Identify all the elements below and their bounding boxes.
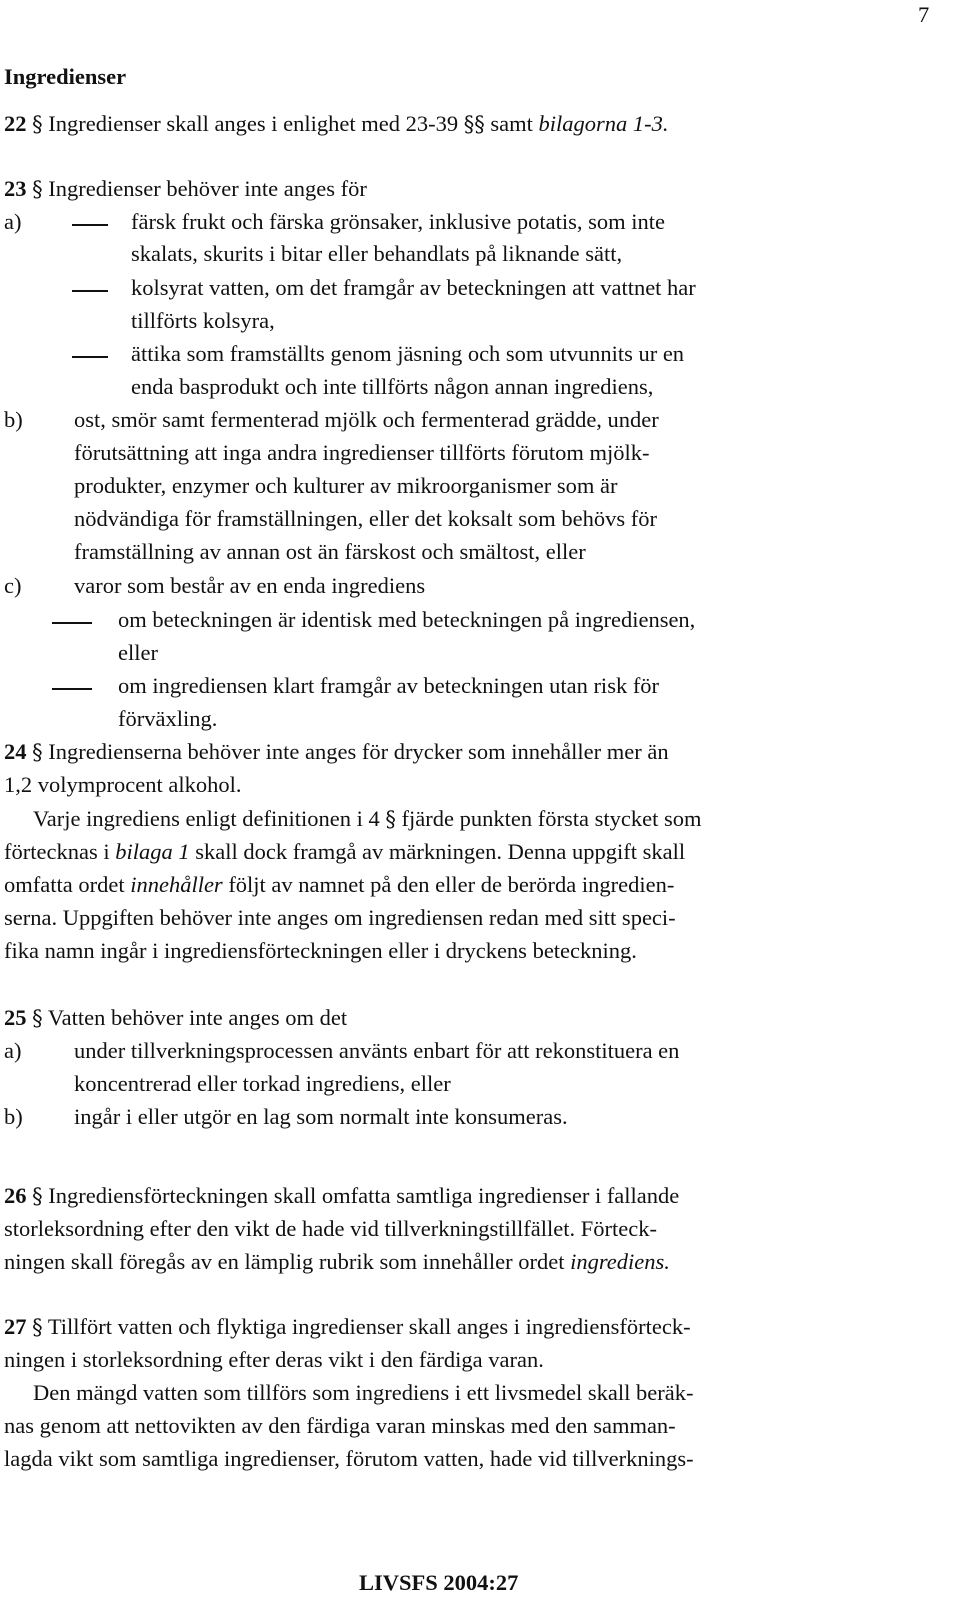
s26-text: Ingrediensförteckningen skall omfatta samtliga ingredienser i fallande — [48, 1183, 680, 1208]
s23-b-line3: produkter, enzymer och kulturer av mikroorganismer som är — [74, 473, 618, 498]
s23-b-line1: ost, smör samt fermenterad mjölk och fermenterad grädde, under — [74, 407, 659, 432]
s25-intro-text: Vatten behöver inte anges om det — [47, 1005, 348, 1030]
s23-b-line4: nödvändiga för framställningen, eller det koksalt som behövs för — [74, 506, 657, 531]
s26-line1 — [4, 1185, 679, 1208]
s22-text2: samt — [490, 111, 533, 136]
s24-p2-line4: serna. Uppgiften behöver inte anges om ingrediensen redan med sitt speci- — [4, 905, 676, 930]
s23-a3-line2: enda basprodukt och inte tillförts någon annan ingrediens, — [131, 374, 654, 399]
s23-label-a: a) — [4, 209, 22, 234]
footer-reference: LIVSFS 2004:27 — [359, 1570, 519, 1595]
s23-a2-line1: kolsyrat vatten, om det framgår av beteckningen att vattnet har — [131, 275, 696, 300]
s23-c2-line2: förväxling. — [118, 706, 218, 731]
s25-a-line2: koncentrerad eller torkad ingrediens, eller — [74, 1071, 451, 1096]
s24-line1 — [4, 741, 669, 764]
s23-b-line5: framställning av annan ost än färskost och smältost, eller — [74, 539, 586, 564]
s25-label-a: a) — [4, 1038, 22, 1063]
s24-p2-italic-ref: bilaga 1 — [115, 839, 190, 864]
s23-a3-line1: ättika som framställts genom jäsning och som utvunnits ur en — [131, 341, 685, 366]
dash-mark — [72, 290, 108, 292]
s22-section-signs: §§ — [463, 112, 485, 136]
s24-p2-text: Varje ingrediens enligt definitionen i 4 — [33, 806, 380, 831]
s23-a1-line2: skalats, skurits i bitar eller behandlats på liknande sätt, — [131, 241, 623, 266]
s27-text: Tillfört vatten och flyktiga ingredienser skall anges i ingrediensförteck- — [47, 1314, 691, 1339]
page-number: 7 — [918, 2, 930, 27]
s24-p2-text: följt av namnet på den eller de berörda ingredien- — [228, 872, 675, 897]
s23-c2-line1: om ingrediensen klart framgår av beteckningen utan risk för — [118, 673, 660, 698]
s26-line3 — [4, 1251, 670, 1274]
s26-section-sign: § — [32, 1184, 43, 1208]
s23-intro-text: Ingredienser behöver inte anges för — [48, 176, 367, 201]
s24-p2-text: omfatta ordet — [4, 872, 125, 897]
s25-number: 25 — [4, 1005, 27, 1030]
s27-number: 27 — [4, 1314, 27, 1339]
s23-number: 23 — [4, 176, 27, 201]
s22-text: Ingredienser skall anges i enlighet med 23-39 — [48, 111, 459, 136]
s23-c1-line1: om beteckningen är identisk med beteckningen på ingrediensen, — [118, 607, 696, 632]
s27-p2-line3: lagda vikt som samtliga ingredienser, förutom vatten, hade vid tillverknings- — [4, 1446, 694, 1471]
s24-p2-section-sign: § — [385, 807, 396, 831]
s24-p2-line3 — [4, 874, 674, 897]
s27-line1 — [4, 1316, 691, 1339]
s22-number: 22 — [4, 111, 27, 136]
s27-line2: ningen i storleksordning efter deras vikt i den färdiga varan. — [4, 1347, 544, 1372]
s26-text: ningen skall föregås av en lämplig rubrik som innehåller ordet — [4, 1249, 565, 1274]
s24-p2-line5: fika namn ingår i ingrediensförteckningen eller i dryckens beteckning. — [4, 938, 637, 963]
s24-section-sign: § — [32, 740, 43, 764]
s27-p2-line2: nas genom att nettovikten av den färdiga varan minskas med den samman- — [4, 1413, 676, 1438]
dash-mark — [72, 356, 108, 358]
s22-reference: bilagorna 1-3. — [538, 111, 669, 136]
s26-number: 26 — [4, 1183, 27, 1208]
s26-line2: storleksordning efter den vikt de hade vid tillverkningstillfället. Förteck- — [4, 1216, 657, 1241]
s23-b-line2: förutsättning att inga andra ingredienser tillförts förutom mjölk- — [74, 440, 650, 465]
s24-p2-text: fjärde punkten första stycket som — [401, 806, 702, 831]
dash-mark — [52, 688, 92, 690]
s27-section-sign: § — [32, 1315, 43, 1339]
s23-c-line1: varor som består av en enda ingrediens — [74, 573, 426, 598]
section-heading: Ingredienser — [4, 64, 127, 89]
s24-p2-italic-word: innehåller — [130, 872, 223, 897]
s26-italic-word: ingrediens. — [570, 1249, 670, 1274]
s24-p2-line2 — [4, 841, 685, 864]
s24-number: 24 — [4, 739, 27, 764]
s24-line2: 1,2 volymprocent alkohol. — [4, 772, 242, 797]
s24-p2-text: förtecknas i — [4, 839, 110, 864]
s24-text: Ingredienserna behöver inte anges för drycker som innehåller mer än — [48, 739, 669, 764]
s23-intro — [4, 178, 367, 201]
s23-a2-line2: tillförts kolsyra, — [131, 308, 275, 333]
s25-b-line1: ingår i eller utgör en lag som normalt inte konsumeras. — [74, 1104, 568, 1129]
s23-label-b: b) — [4, 407, 23, 432]
dash-mark — [72, 224, 108, 226]
dash-mark — [52, 622, 92, 624]
s25-label-b: b) — [4, 1104, 23, 1129]
s25-a-line1: under tillverkningsprocessen använts enbart för att rekonstituera en — [74, 1038, 680, 1063]
s22-section-sign: § — [32, 112, 43, 136]
s25-intro — [4, 1007, 347, 1030]
s22-line — [4, 113, 669, 136]
s24-p2-text: skall dock framgå av märkningen. Denna uppgift skall — [195, 839, 686, 864]
s23-a1-line1: färsk frukt och färska grönsaker, inklusive potatis, som inte — [131, 209, 665, 234]
s23-label-c: c) — [4, 573, 22, 598]
s23-section-sign: § — [32, 177, 43, 201]
s24-p2-line1 — [33, 808, 701, 831]
s23-c1-line2: eller — [118, 640, 158, 665]
s25-section-sign: § — [32, 1006, 43, 1030]
s27-p2-line1: Den mängd vatten som tillförs som ingrediens i ett livsmedel skall beräk- — [33, 1380, 694, 1405]
